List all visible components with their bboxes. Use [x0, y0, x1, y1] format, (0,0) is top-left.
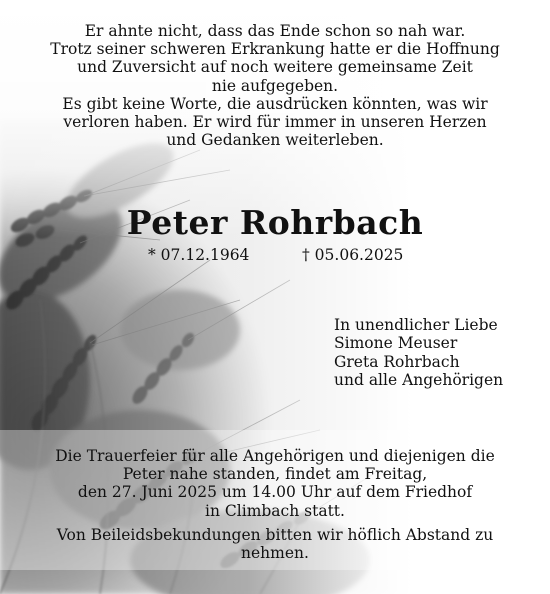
mourners-line: In unendlicher Liebe [334, 316, 498, 334]
poem-line: Er ahnte nicht, dass das Ende schon so nah war. [84, 22, 466, 40]
mourners-line: und alle Angehörigen [334, 370, 504, 389]
condolence-line: nehmen. [241, 544, 309, 563]
mourners-line: Simone Meuser [334, 334, 458, 353]
poem-line: und Gedanken weiterleben. [166, 131, 384, 150]
mourners-block [334, 316, 503, 389]
funeral-line: in Climbach statt. [205, 501, 345, 520]
poem-line: Es gibt keine Worte, die ausdrücken könnten, was wir [62, 94, 488, 113]
condolence-line: Von Beileidsbekundungen bitten wir höflich Abstand zu [56, 525, 494, 544]
poem-line: und Zuversicht auf noch weitere gemeinsame Zeit [77, 58, 473, 77]
funeral-notice [0, 447, 550, 562]
funeral-line: den 27. Juni 2025 um 14.00 Uhr auf dem Friedhof [77, 483, 473, 502]
poem-line: verloren haben. Er wird für immer in unseren Herzen [63, 113, 487, 132]
poem-line: Trotz seiner schweren Erkrankung hatte er die Hoffnung [50, 40, 500, 59]
poem-line: nie aufgegeben. [211, 76, 339, 95]
birth-date: * 07.12.1964 [148, 246, 250, 264]
deceased-name: Peter Rohrbach [126, 203, 424, 242]
mourners-line: Greta Rohrbach [334, 352, 460, 371]
poem [0, 22, 550, 149]
funeral-line: Peter nahe standen, findet am Freitag, [122, 465, 428, 484]
funeral-line: Die Trauerfeier für alle Angehörigen und diejenigen die [55, 447, 495, 465]
death-date: † 05.06.2025 [302, 246, 404, 264]
